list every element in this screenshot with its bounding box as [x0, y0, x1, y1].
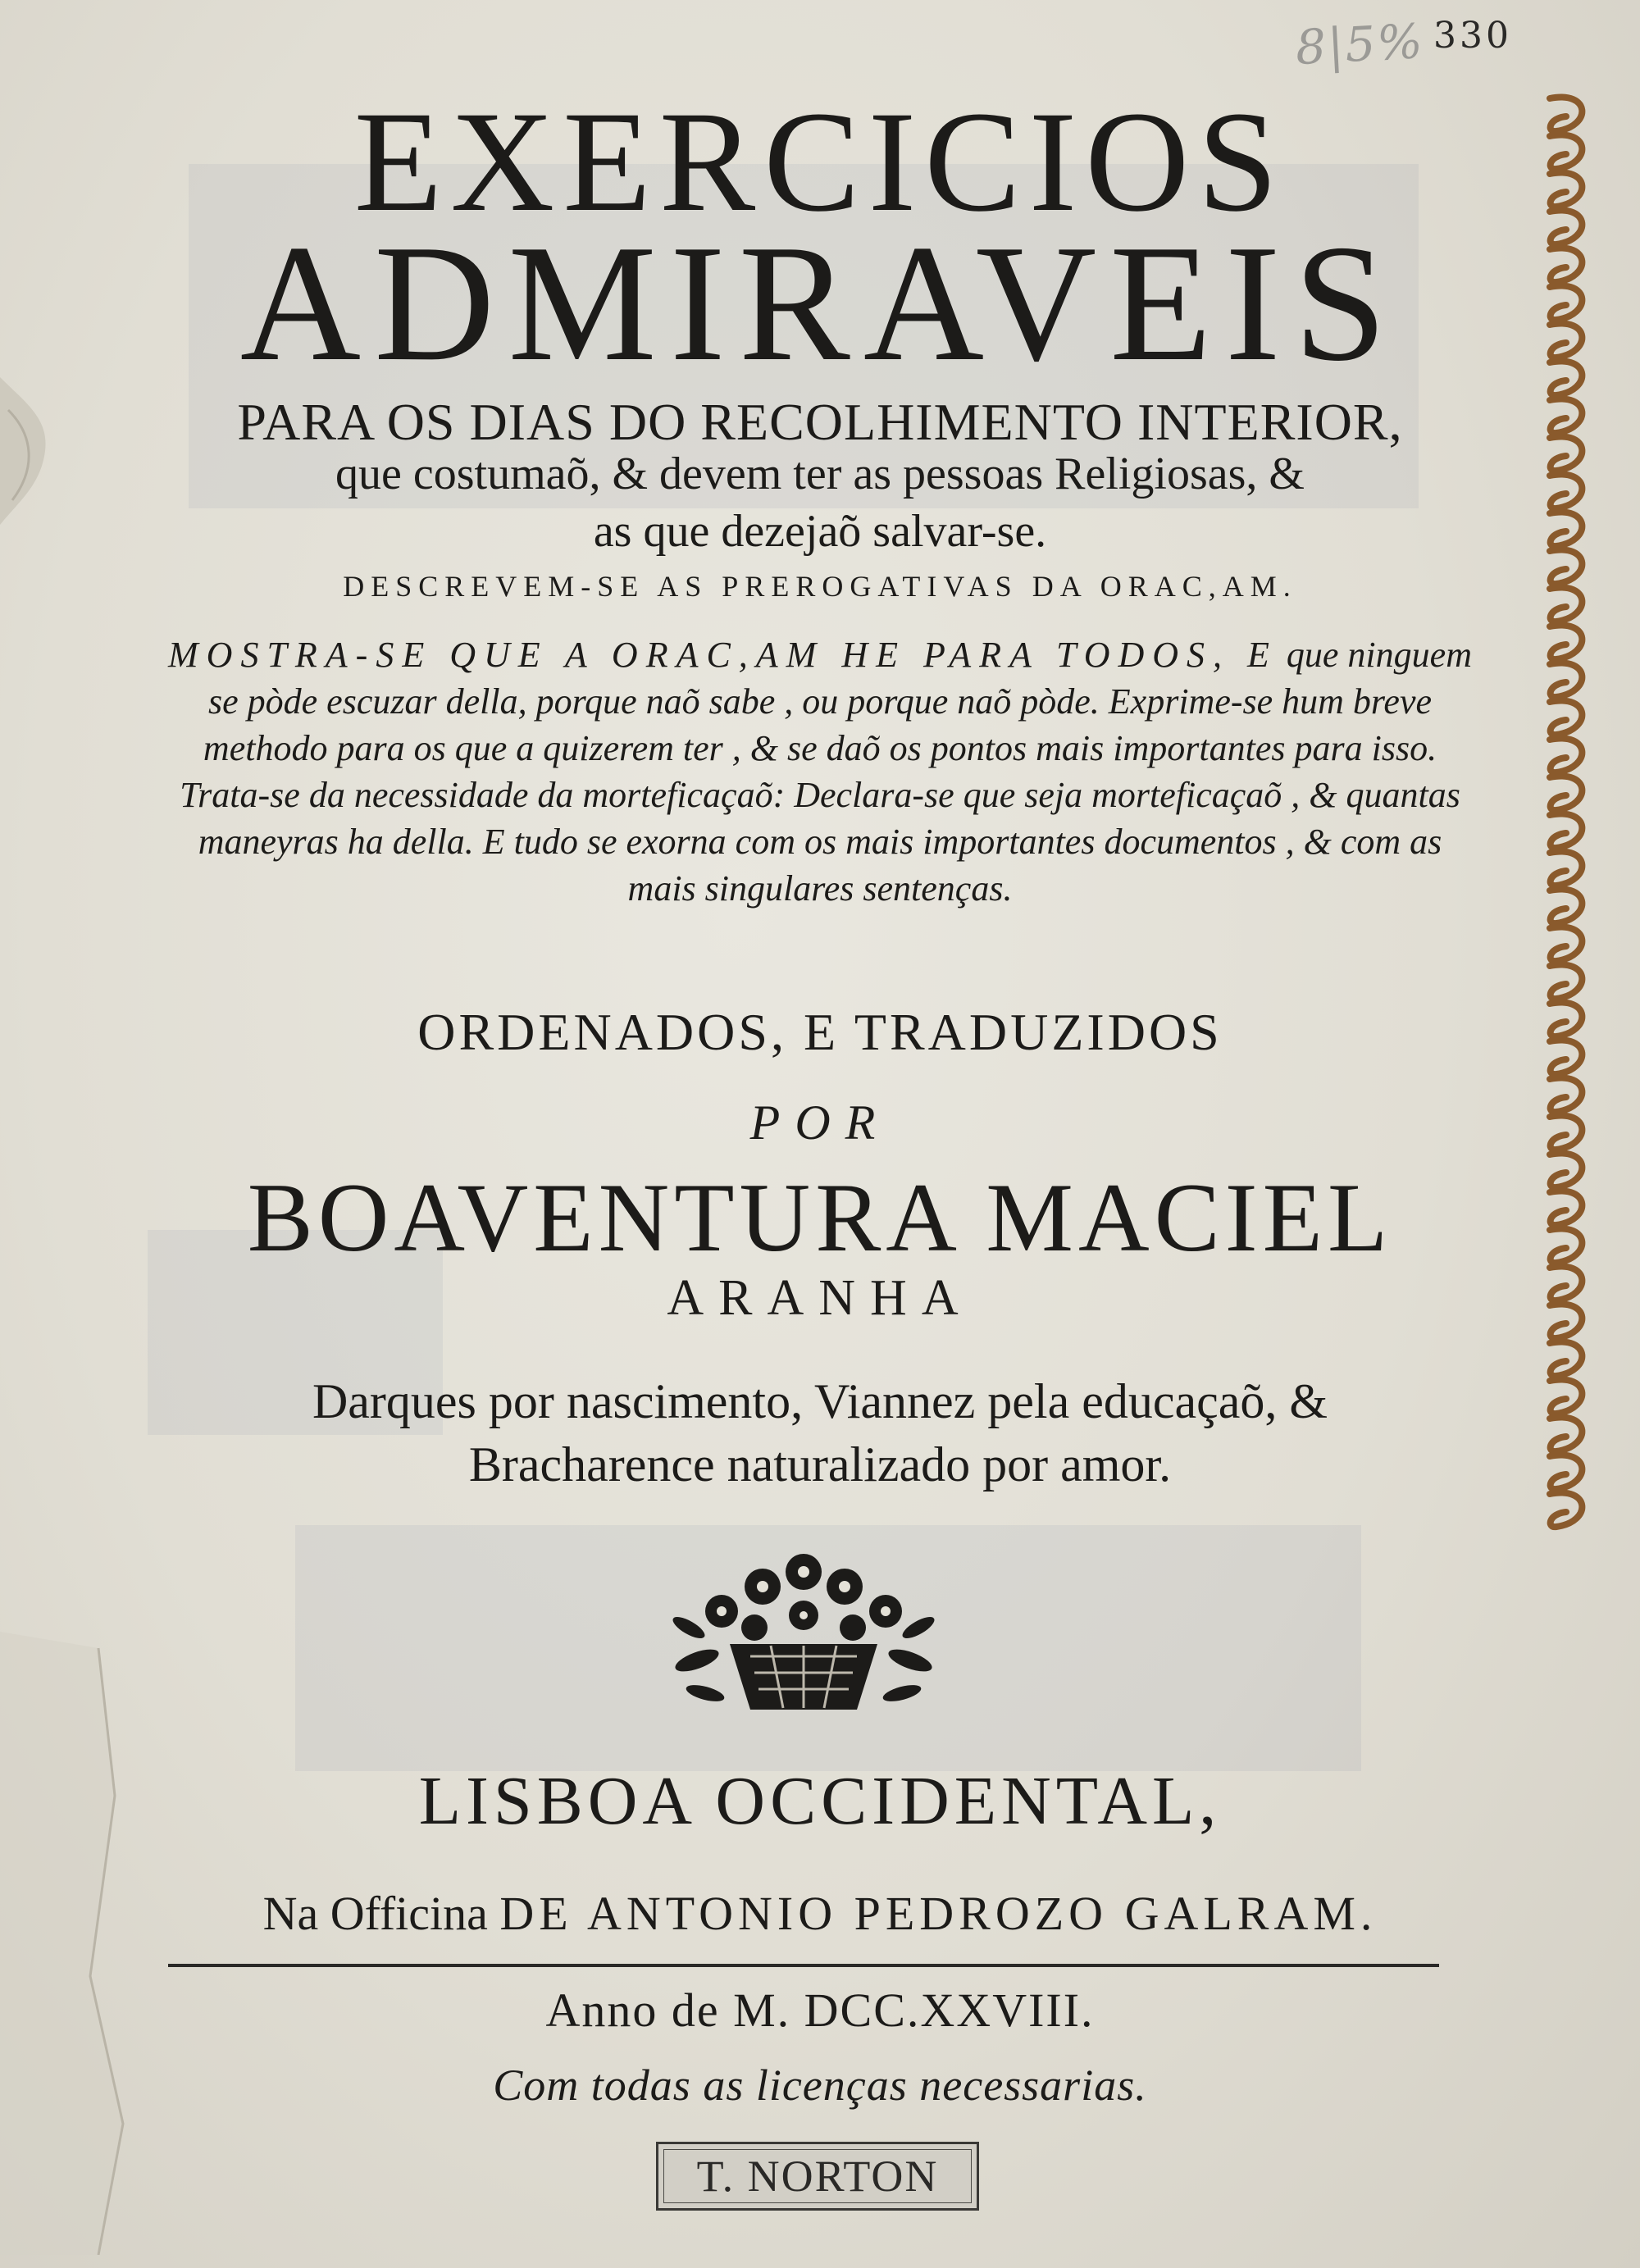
horizontal-rule: [168, 1964, 1439, 1967]
imprint-year: Anno de M. DCC.XXVIII.: [545, 1983, 1095, 2037]
flower-basket-woodcut-icon: [672, 1554, 935, 1718]
officina-name: DE ANTONIO PEDROZO GALRAM.: [499, 1887, 1378, 1940]
prerogatives-line: DESCREVEM-SE AS PREROGATIVAS DA ORAC,AM.: [343, 570, 1297, 603]
stitch-loop: [1550, 701, 1582, 736]
por-line: POR: [749, 1095, 891, 1150]
paper-repair-patch: [0, 1632, 131, 2255]
ordenados-line: ORDENADOS, E TRADUZIDOS: [417, 1003, 1223, 1061]
stitch-loop: [1550, 1342, 1582, 1377]
stamp-text: T. NORTON: [696, 2152, 939, 2201]
author-description-2: Bracharence naturalizado por amor.: [468, 1437, 1172, 1492]
stitch-loop: [1550, 739, 1582, 773]
stitch-loop: [1550, 852, 1582, 886]
description-body: que ninguem se pòde escuzar della, porque naõ sabe , ou porque naõ pòde. Exprime-se hum breve methodo para os que a quizerem ter , & se daõ os pontos mais importantes para isso. Trata-se da necessidade da morteficaçaõ: Declara-se que seja morteficaçaõ , & quantas maneyras ha della. E tudo se exorna com os mais importantes documentos , & com as mais singulares sentenças.: [180, 635, 1472, 909]
description-paragraph: [164, 631, 1476, 912]
description-lead: MOSTRA-SE QUE A ORAC,AM HE PARA TODOS, E: [168, 635, 1278, 675]
author-name: BOAVENTURA MACIEL: [247, 1163, 1393, 1272]
stitch-loop: [1550, 776, 1582, 811]
stitch-loop: [1550, 626, 1582, 660]
stamp-border: [663, 2149, 972, 2203]
ownership-stamp: [656, 2142, 979, 2211]
title-line-5: as que dezejaõ salvar-se.: [593, 506, 1047, 557]
imprint-licences: Com todas as licenças necessarias.: [493, 2061, 1147, 2110]
title-line-2: ADMIRAVEIS: [239, 211, 1401, 396]
title-line-1: EXERCICIOS: [353, 82, 1287, 242]
imprint-officina: [0, 1886, 1640, 1941]
officina-prefix: Na Officina: [262, 1887, 488, 1940]
author-description-1: Darques por nascimento, Viannez pela educaçaõ, &: [312, 1374, 1328, 1428]
stitch-loop: [1550, 1493, 1582, 1528]
stitch-loop: [1550, 814, 1582, 849]
stitch-loop: [1550, 965, 1582, 1000]
title-line-4: que costumaõ, & devem ter as pessoas Religiosas, &: [335, 449, 1305, 499]
author-surname: ARANHA: [667, 1270, 973, 1326]
stitch-loop: [1550, 890, 1582, 924]
title-line-3: PARA OS DIAS DO RECOLHIMENTO INTERIOR,: [237, 393, 1403, 451]
stitch-loop: [1550, 927, 1582, 962]
page-number: 330: [1433, 15, 1512, 57]
stitch-loop: [1550, 663, 1582, 698]
pencil-note: 8|5%: [1294, 12, 1426, 76]
imprint-city: LISBOA OCCIDENTAL,: [418, 1763, 1222, 1839]
